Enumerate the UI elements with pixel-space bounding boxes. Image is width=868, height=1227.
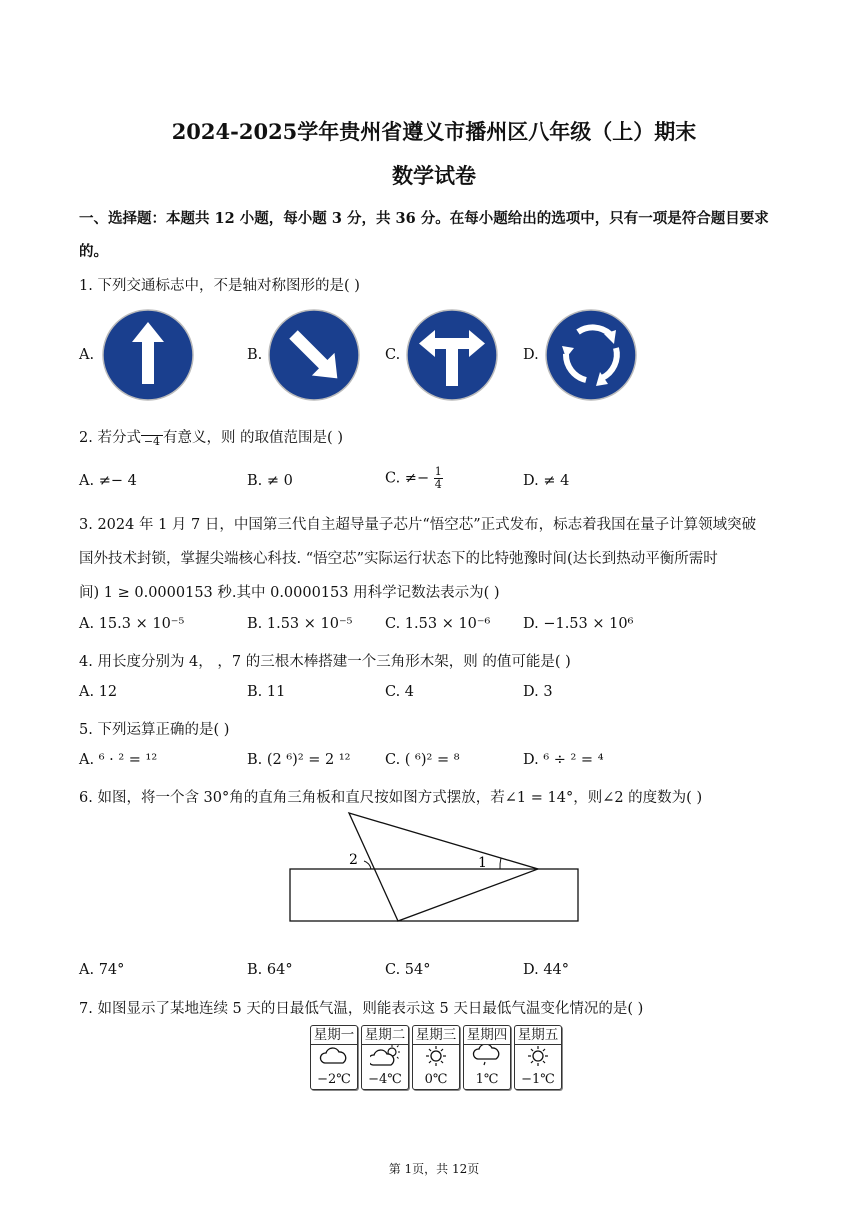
weather-temp: −2℃ <box>317 1072 351 1087</box>
question-3-line2: 国外技术封锁，掌握尖端核心科技. “悟空芯”实际运行状态下的比特弛豫时间(达长到热动平衡所需时 <box>79 551 718 567</box>
q2-option-c-text: C. ≠− <box>385 470 430 487</box>
angle-1-arc <box>500 858 501 869</box>
weather-temp: 1℃ <box>475 1072 499 1087</box>
q5-option-a: A. ⁶ · ² = ¹² <box>79 752 158 768</box>
page-subtitle: 数学试卷 <box>392 163 476 188</box>
section-heading-line2: 的。 <box>79 243 108 260</box>
weather-card-tue <box>361 1025 409 1090</box>
weather-card-wed <box>412 1025 460 1090</box>
q2-stem-suffix: 有意义，则 的取值范围是( ) <box>162 430 343 446</box>
weather-day-label: 星期三 <box>413 1026 459 1045</box>
q2-fraction-denominator: −4 <box>143 434 161 448</box>
q3-option-d: D. −1.53 × 10⁶ <box>523 616 634 632</box>
question-3-line1: 3. 2024 年 1 月 7 日，中国第三代自主超导量子芯片“悟空芯”正式发布，标志着我国在量子计算领域突破 <box>79 517 757 533</box>
question-5-stem: 5. 下列运算正确的是( ) <box>79 722 230 738</box>
question-1-stem: 1. 下列交通标志中，不是轴对称图形的是( ) <box>79 278 360 294</box>
q4-option-d: D. 3 <box>523 684 553 700</box>
q5-option-c: C. ( ⁶)² = ⁸ <box>385 752 460 768</box>
cloud-icon <box>319 1045 349 1067</box>
q1-option-a-label: A. <box>79 347 95 363</box>
q6-option-d: D. 44° <box>523 962 570 978</box>
set-square-triangle <box>349 813 538 921</box>
q1-option-b-label: B. <box>247 347 263 363</box>
weather-card-mon <box>310 1025 358 1090</box>
q2-option-c-numerator: 1 <box>434 465 442 478</box>
page-footer: 第 1页，共 12页 <box>388 1162 480 1176</box>
q1-option-d-label: D. <box>523 347 539 363</box>
arrow-down-right-sign-icon <box>267 308 361 402</box>
roundabout-sign-icon <box>544 308 638 402</box>
q5-option-b: B. (2 ⁶)² = 2 ¹² <box>247 752 351 768</box>
question-4-stem: 4. 用长度分别为 4， ，7 的三根木棒搭建一个三角形木架，则 的值可能是( ) <box>79 654 571 670</box>
q6-option-c: C. 54° <box>385 962 431 978</box>
sun-icon <box>523 1045 553 1067</box>
q4-option-a: A. 12 <box>79 684 118 700</box>
q2-option-c <box>385 466 443 491</box>
q6-option-b: B. 64° <box>247 962 293 978</box>
q5-option-d: D. ⁶ ÷ ² = ⁴ <box>523 752 604 768</box>
angle-1-label: 1 <box>478 855 487 871</box>
angle-2-label: 2 <box>349 852 358 868</box>
q4-option-b: B. 11 <box>247 684 286 700</box>
page-title: 2024-2025学年贵州省遵义市播州区八年级（上）期末 <box>171 119 697 144</box>
weather-day-label: 星期五 <box>515 1026 561 1045</box>
weather-day-label: 星期二 <box>362 1026 408 1045</box>
weather-day-label: 星期四 <box>464 1026 510 1045</box>
partly-cloudy-icon <box>370 1045 400 1067</box>
angle-2-arc <box>364 861 371 869</box>
q3-option-b: B. 1.53 × 10⁻⁵ <box>247 616 353 632</box>
question-6-stem: 6. 如图，将一个含 30°角的直角三角板和直尺按如图方式摆放，若∠1 = 14°，则∠2 的度数为( ) <box>79 790 703 806</box>
question-3-line3: 间) 1 ≥ 0.0000153 秒.其中 0.0000153 用科学记数法表示为( ) <box>79 585 500 601</box>
q3-option-c: C. 1.53 × 10⁻⁶ <box>385 616 491 632</box>
question-7-stem: 7. 如图显示了某地连续 5 天的日最低气温，则能表示这 5 天日最低气温变化情况的是( ) <box>79 1001 644 1017</box>
q2-fraction <box>141 429 163 448</box>
q2-option-d: D. ≠ 4 <box>523 473 570 489</box>
weather-day-label: 星期一 <box>311 1026 357 1045</box>
q2-option-b: B. ≠ 0 <box>247 473 293 489</box>
weather-temp: −1℃ <box>521 1072 555 1087</box>
q3-option-a: A. 15.3 × 10⁻⁵ <box>79 616 185 632</box>
ruler-rectangle <box>290 869 578 921</box>
weather-temp: −4℃ <box>368 1072 402 1087</box>
q4-option-c: C. 4 <box>385 684 415 700</box>
weather-card-fri <box>514 1025 562 1090</box>
q2-option-c-fraction <box>434 466 443 491</box>
q1-option-c-label: C. <box>385 347 401 363</box>
arrow-up-sign-icon <box>101 308 195 402</box>
q6-option-a: A. 74° <box>79 962 125 978</box>
weather-card-thu <box>463 1025 511 1090</box>
turn-left-right-sign-icon <box>405 308 499 402</box>
rain-cloud-icon <box>472 1045 502 1067</box>
q2-option-c-denominator: 4 <box>434 478 442 491</box>
ruler-triangle-figure <box>286 810 584 928</box>
q2-stem-prefix: 2. 若分式 <box>79 430 141 446</box>
sun-icon <box>421 1045 451 1067</box>
section-heading-line1: 一、选择题：本题共 12 小题，每小题 3 分，共 36 分。在每小题给出的选项中，只有一项是符合题目要求 <box>79 210 769 227</box>
weather-temp: 0℃ <box>424 1072 448 1087</box>
question-2-stem <box>79 426 343 448</box>
q2-option-a: A. ≠− 4 <box>79 473 137 489</box>
